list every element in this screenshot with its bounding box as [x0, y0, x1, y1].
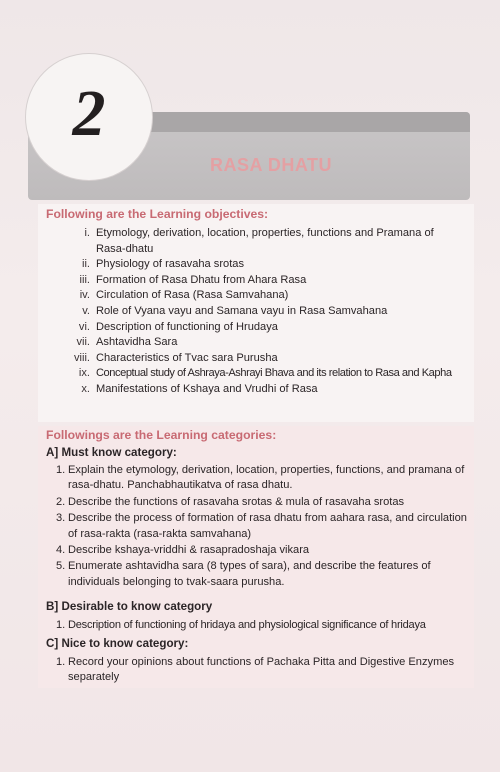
item-text: Description of functioning of Hrudaya [96, 320, 278, 333]
item-text: Etymology, derivation, location, properties, functions and Pramana of Rasa-dhatu [96, 227, 434, 255]
item-text: Describe kshaya-vriddhi & rasapradoshaja vikara [68, 544, 310, 557]
list-item [38, 273, 474, 289]
item-number: 1. [56, 619, 66, 631]
item-number: ii. [81, 258, 90, 271]
list-item [56, 559, 470, 590]
list-item [56, 618, 470, 633]
list-item [56, 543, 470, 558]
chapter-header-stripe [150, 112, 470, 132]
item-number: vi. [78, 320, 90, 333]
nice-heading: C] Nice to know category: [46, 637, 189, 650]
item-text: Describe the functions of rasavaha srotas & mula of rasavaha srotas [68, 495, 405, 508]
item-number: viii. [73, 351, 90, 364]
item-number: iv. [79, 289, 90, 302]
item-text: Formation of Rasa Dhatu from Ahara Rasa [96, 273, 307, 286]
list-item [38, 351, 474, 367]
list-item [38, 382, 474, 398]
item-text: Ashtavidha Sara [96, 336, 178, 349]
list-item [56, 495, 470, 510]
list-item [38, 304, 474, 320]
item-number: x. [81, 382, 90, 395]
objectives-list [38, 226, 474, 398]
item-number: iii. [79, 273, 90, 286]
item-number: v. [82, 304, 90, 317]
item-number: 1. [56, 656, 66, 668]
list-item [56, 511, 470, 542]
item-text: Characteristics of Tvac sara Purusha [96, 351, 278, 364]
list-item [56, 463, 470, 494]
item-text: Explain the etymology, derivation, location, properties, functions, and pramana of rasa-dhatu. Panchabhautikatva of rasa dhatu. [68, 464, 465, 492]
nice-list [56, 655, 470, 687]
item-number: 5. [56, 560, 66, 573]
objectives-heading: Following are the Learning objectives: [46, 207, 269, 221]
categories-heading: Followings are the Learning categories: [46, 428, 277, 442]
list-item [38, 320, 474, 336]
item-text: Conceptual study of Ashraya-Ashrayi Bhava and its relation to Rasa and Kapha [96, 367, 452, 380]
list-item [38, 366, 474, 382]
item-text: Describe the process of formation of rasa dhatu from aahara rasa, and circulation of rasa-rakta (rasa-rakta samvahana) [68, 512, 467, 540]
chapter-number: 2 [72, 77, 106, 150]
item-text: Manifestations of Kshaya and Vrudhi of Rasa [96, 382, 318, 395]
list-item [38, 226, 474, 257]
item-number: i. [84, 227, 90, 239]
desirable-heading: B] Desirable to know category [46, 600, 213, 613]
must-know-heading: A] Must know category: [46, 446, 177, 459]
list-item [38, 335, 474, 351]
must-know-list [56, 463, 470, 591]
item-number: ix. [78, 367, 90, 380]
item-text: Enumerate ashtavidha sara (8 types of sara), and describe the features of individuals belonging to tvak-saara purusha. [68, 560, 431, 588]
item-number: 3. [56, 512, 66, 525]
list-item [56, 655, 470, 686]
item-number: 4. [56, 544, 66, 557]
item-text: Description of functioning of hridaya and physiological significance of hridaya [68, 619, 426, 631]
item-text: Role of Vyana vayu and Samana vayu in Rasa Samvahana [96, 304, 388, 317]
item-text: Physiology of rasavaha srotas [96, 258, 244, 271]
item-text: Record your opinions about functions of Pachaka Pitta and Digestive Enzymes separately [68, 656, 455, 684]
list-item [38, 257, 474, 273]
item-number: 2. [56, 495, 66, 508]
list-item [38, 288, 474, 304]
desirable-list [56, 618, 470, 634]
chapter-title: RASA DHATU [210, 155, 332, 175]
item-number: 1. [56, 464, 66, 476]
item-number: vii. [76, 336, 90, 349]
item-text: Circulation of Rasa (Rasa Samvahana) [96, 289, 289, 302]
